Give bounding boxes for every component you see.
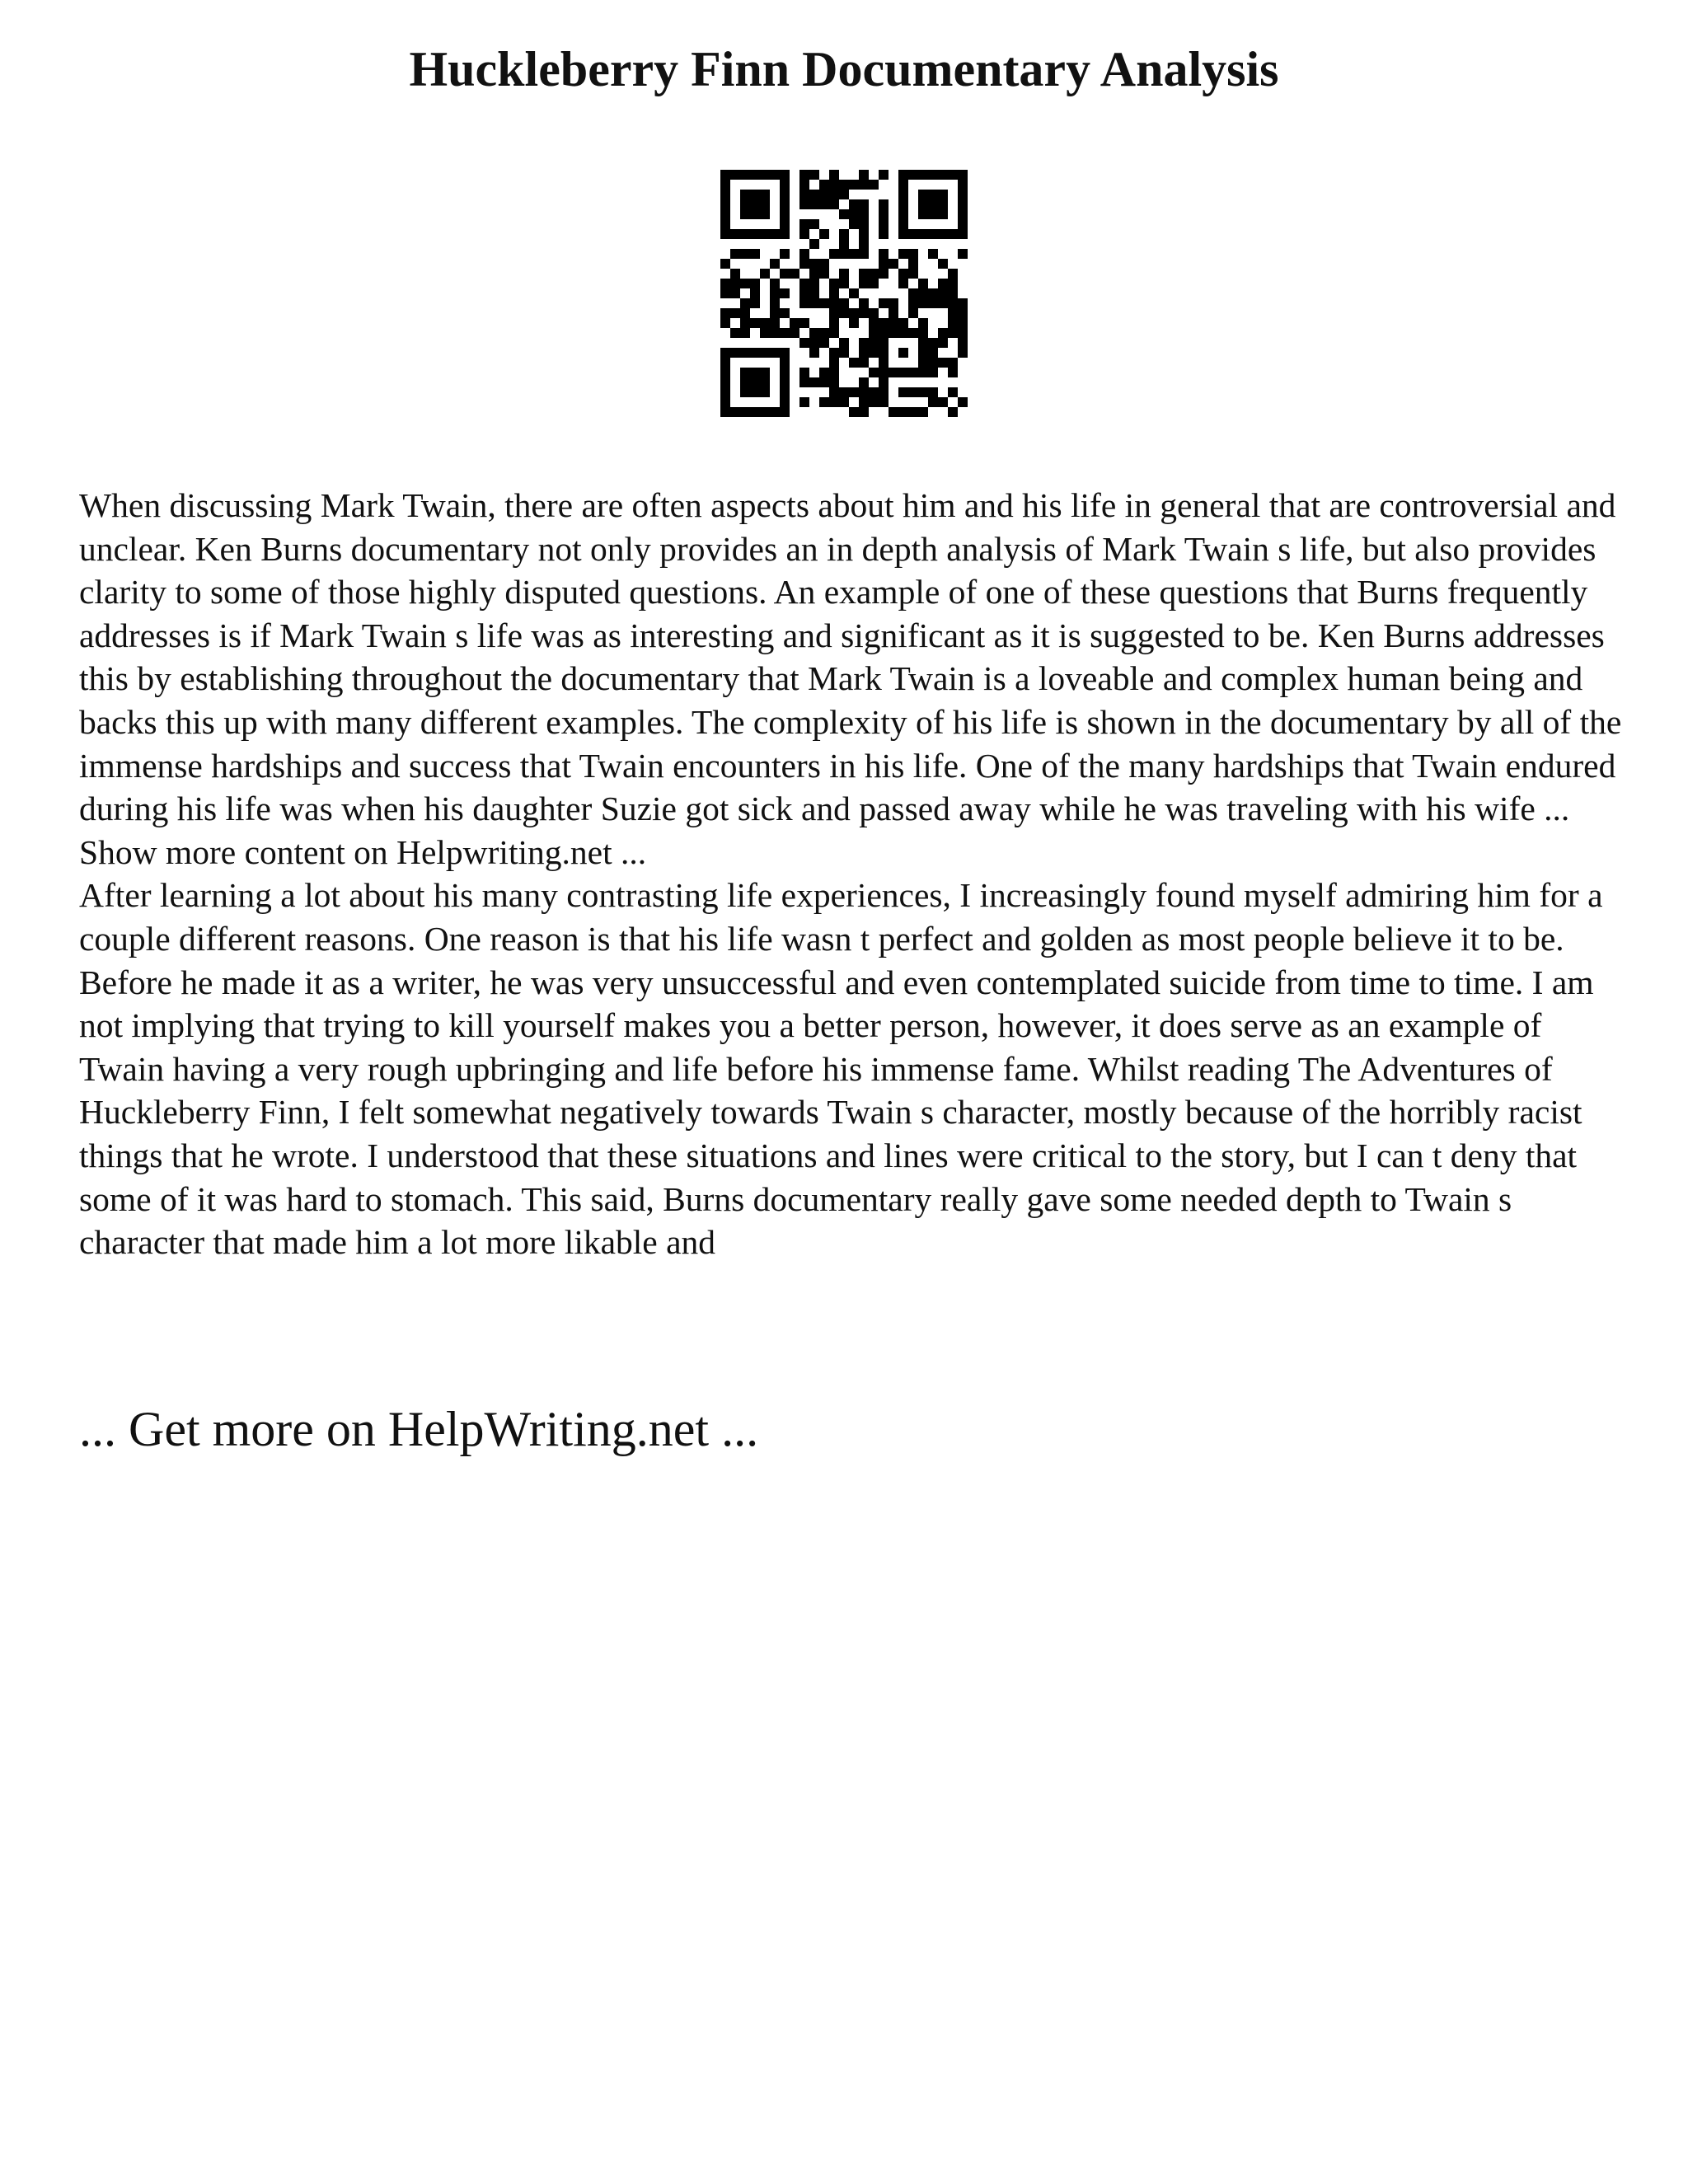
article-body xyxy=(79,484,1629,1264)
get-more-link[interactable]: ... Get more on HelpWriting.net ... xyxy=(79,1402,759,1456)
paragraph-2: After learning a lot about his many contrasting life experiences, I increasingly found myself admiring him for a couple different reasons. One reason is that his life wasn t perfect and golden as most people believe it to be. Before he made it as a writer, he was very unsuccessful and even contemplated suicide from time to time. I am not implying that trying to kill yourself makes you a better person, however, it does serve as an example of Twain having a very rough upbringing and life before his immense fame. Whilst reading The Adventures of Huckleberry Finn, I felt somewhat negatively towards Twain s character, mostly because of the horribly racist things that he wrote. I understood that these situations and lines were critical to the story, but I can t deny that some of it was hard to stomach. This said, Burns documentary really gave some needed depth to Twain s character that made him a lot more likable and xyxy=(79,876,1603,1262)
qr-code-icon[interactable] xyxy=(720,170,968,417)
page-title: Huckleberry Finn Documentary Analysis xyxy=(409,42,1279,96)
paragraph-1: When discussing Mark Twain, there are often aspects about him and his life in general that are controversial and unclear. Ken Burns documentary not only provides an in depth analysis of Mark Twain s life, but also provides clarity to some of those highly disputed questions. An example of one of these questions that Burns frequently addresses is if Mark Twain s life was as interesting and significant as it is suggested to be. Ken Burns addresses this by establishing throughout the documentary that Mark Twain is a loveable and complex human being and backs this up with many different examples. The complexity of his life is shown in the documentary by all of the immense hardships and success that Twain encounters in his life. One of the many hardships that Twain endured during his life was when his daughter Suzie got sick and passed away while he was traveling with his wife ... Show more content on Helpwriting.net ... xyxy=(79,486,1622,871)
